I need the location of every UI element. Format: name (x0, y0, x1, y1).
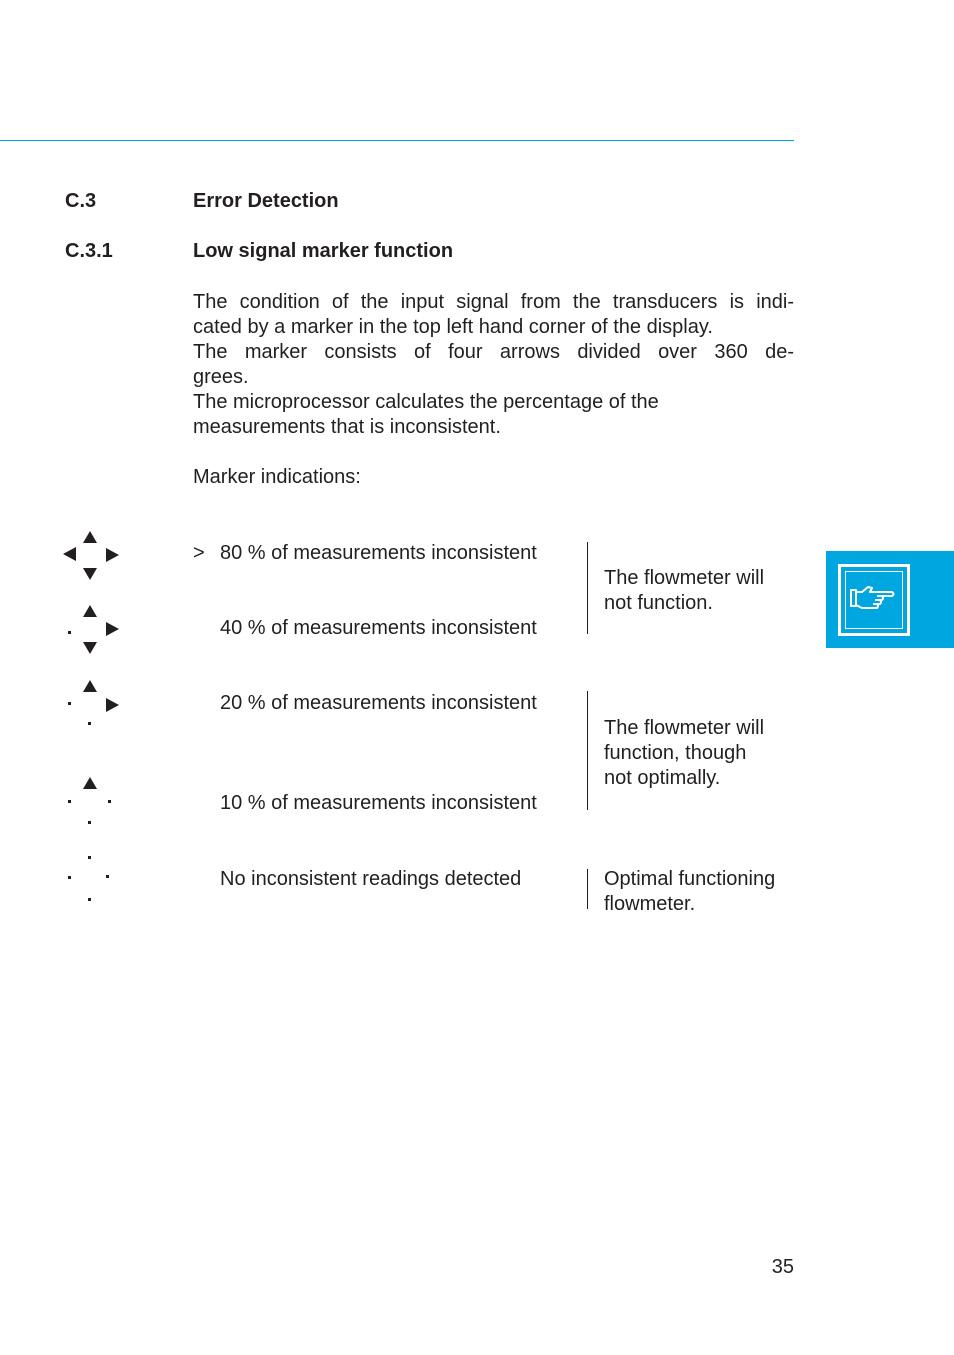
indication-text: 80 % of measurements inconsistent (220, 542, 537, 564)
bracket-line (587, 691, 588, 810)
note-line: flowmeter. (604, 893, 696, 915)
dot-left-icon (68, 876, 71, 879)
paragraph-line: The condition of the input signal from the transducers is indi- (193, 291, 794, 313)
dot-left-icon (68, 631, 71, 634)
note-suboptimal (604, 716, 804, 791)
dot-down-icon (88, 821, 91, 824)
arrow-left-icon (63, 547, 76, 561)
arrow-up-icon (83, 680, 97, 692)
arrow-up-icon (83, 531, 97, 543)
note-line: not optimally. (604, 767, 721, 789)
section-title: Error Detection (193, 190, 339, 212)
side-tab (826, 551, 954, 648)
tab-frame (838, 564, 910, 636)
note-line: not function. (604, 592, 713, 614)
paragraph-line: cated by a marker in the top left hand corner of the display. (193, 316, 713, 338)
paragraph-line: The marker consists of four arrows divided over 360 de- (193, 341, 794, 363)
dot-down-icon (88, 722, 91, 725)
paragraph-line: The microprocessor calculates the percentage of the (193, 391, 659, 413)
indication-prefix: > (193, 542, 205, 564)
dot-down-icon (88, 898, 91, 901)
dot-right-icon (108, 800, 111, 803)
dot-up-icon (88, 856, 91, 859)
note-line: function, though (604, 742, 747, 764)
indication-text: No inconsistent readings detected (220, 868, 522, 890)
bracket-line (587, 542, 588, 634)
arrow-right-icon (106, 698, 119, 712)
dot-left-icon (68, 702, 71, 705)
section-number: C.3 (65, 190, 97, 212)
note-line: The flowmeter will (604, 567, 765, 589)
dot-right-icon (106, 875, 109, 878)
subsection-title: Low signal marker function (193, 240, 454, 262)
tab-frame-inner (845, 571, 903, 629)
subsection-number: C.3.1 (65, 240, 113, 262)
intro-paragraph (193, 290, 794, 440)
arrow-down-icon (83, 568, 97, 580)
arrow-right-icon (106, 548, 119, 562)
note-line: Optimal functioning (604, 868, 776, 890)
header-rule (0, 140, 794, 141)
bracket-line (587, 869, 588, 909)
paragraph-line: grees. (193, 366, 249, 388)
arrow-up-icon (83, 605, 97, 617)
indication-text: 20 % of measurements inconsistent (220, 692, 537, 714)
arrow-down-icon (83, 642, 97, 654)
note-line: The flowmeter will (604, 717, 765, 739)
note-optimal (604, 867, 804, 917)
arrow-right-icon (106, 622, 119, 636)
page-number: 35 (771, 1256, 794, 1278)
arrow-up-icon (83, 777, 97, 789)
pointing-hand-icon (846, 572, 902, 628)
indication-text: 10 % of measurements inconsistent (220, 792, 537, 814)
indication-text: 40 % of measurements inconsistent (220, 617, 537, 639)
note-no-function (604, 566, 804, 616)
paragraph-line: measurements that is inconsistent. (193, 416, 501, 438)
marker-intro: Marker indications: (193, 466, 361, 488)
dot-left-icon (68, 800, 71, 803)
